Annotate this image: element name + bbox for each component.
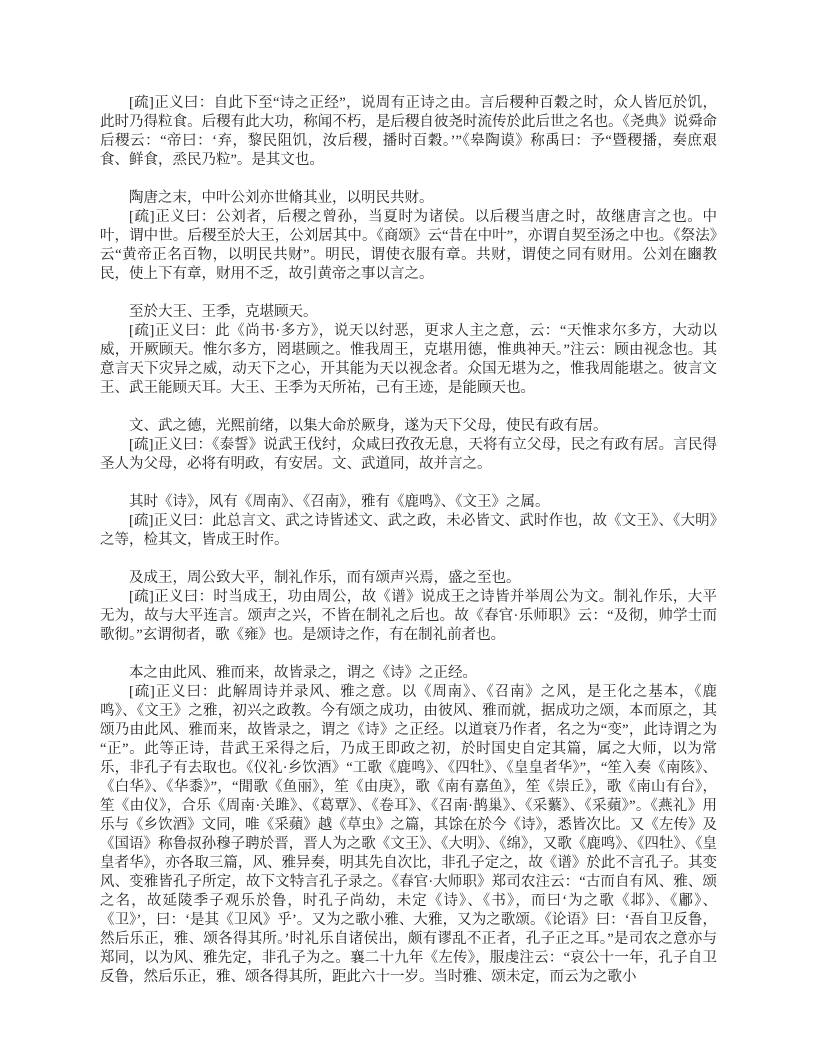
commentary-paragraph: [疏]正义曰：此解周诗并录风、雅之意。以《周南》、《召南》之风，是王化之基本，《鹿鸣》、《文王》之雅，初兴之政教。今有颂之成功，由彼风、雅而就，据成功之颂，本而原之，其颂乃由此风、雅而来，故皆录之，谓之《诗》之正经。以道衰乃作者，名之为“变”，此诗谓之为“正”。此等正诗，昔武王采得之后，乃成王即政之初，於时国史自定其篇，属之大师，以为常乐，非孔子有去取也。《仪礼·乡饮酒》“工歌《鹿鸣》、《四牡》、《皇皇者华》”，“笙入奏《南陔》、《白华》、《华黍》”，“閒歌《鱼丽》，笙《由庚》，歌《南有嘉鱼》，笙《崇丘》，歌《南山有台》，笙《由仪》，合乐《周南·关雎》、《葛覃》、《卷耳》、《召南·鹊巢》、《采蘩》、《采蘋》”。《燕礼》用乐与《乡饮酒》文同，唯《采蘋》越《草虫》之篇，其馀在於今《诗》，悉皆次比。又《左传》及《国语》称鲁叔孙穆子聘於晋，晋人为之歌《文王》、《大明》、《绵》，又歌《鹿鸣》、《四牡》、《皇皇者华》，亦各取三篇，风、雅异奏，明其先自次比，非孔子定之，故《谱》於此不言孔子。其变风、变雅皆孔子所定，故下文特言孔子录之。《春官·大师职》郑司农注云：“古而自有风、雅、颂之名，故延陵季子观乐於鲁，时孔子尚幼，未定《诗》、《书》，而曰‘为之歌《邶》、《鄘》、《卫》’，曰：‘是其《卫风》乎’。又为之歌小雅、大雅，又为之歌颂。《论语》曰：‘吾自卫反鲁，然后乐正，雅、颂各得其所。’时礼乐自诸侯出，颇有谬乱不正者，孔子正之耳。”是司农之意亦与郑同，以为风、雅先定，非孔子为之。襄二十九年《左传》，服虔注云：“哀公十一年，孔子自卫反鲁，然后乐正，雅、颂各得其所，距此六十一岁。当时雅、颂未定，而云为之歌小 <box>100 684 717 985</box>
quote-paragraph: 其时《诗》，风有《周南》、《召南》，雅有《鹿鸣》、《文王》之属。 <box>129 494 550 510</box>
section-taotang <box>100 189 717 284</box>
commentary-paragraph: [疏]正义曰：时当成王，功由周公，故《谱》说成王之诗皆并举周公为文。制礼作乐，大平无为，故与大平连言。颂声之兴，不皆在制礼之后也。故《春官·乐师职》云：“及彻，帅学士而歌彻。”玄谓彻者，歌《雍》也。是颂诗之作，有在制礼前者也。 <box>100 589 717 643</box>
section-benzhi-fengya <box>100 664 717 987</box>
quote-paragraph: 文、武之德，光熙前绪，以集大命於厥身，遂为天下父母，使民有政有居。 <box>129 418 608 434</box>
section-dawang-wangji <box>100 303 717 398</box>
quote-paragraph: 及成王，周公致大平，制礼作乐，而有颂声兴焉，盛之至也。 <box>129 570 521 586</box>
commentary-paragraph: [疏]正义曰：自此下至“诗之正经”，说周有正诗之由。言后稷种百穀之时，众人皆厄於饥，此时乃得粒食。后稷有此大功，称闻不朽，是后稷自彼尧时流传於此后世之名也。《尧典》说舜命后稷云：“帝曰：‘弃，黎民阻饥，汝后稷，播时百穀。’”《皋陶谟》称禹曰：予“暨稷播，奏庶艰食、鲜食，烝民乃粒”。是其文也。 <box>100 95 717 168</box>
quote-paragraph: 本之由此风、雅而来，故皆录之，谓之《诗》之正经。 <box>129 665 477 681</box>
section-wen-wu-zhide <box>100 417 717 474</box>
commentary-paragraph: [疏]正义曰：此总言文、武之诗皆述文、武之政，未必皆文、武时作也，故《文王》、《大明》之等，检其文，皆成王时作。 <box>100 513 717 548</box>
commentary-paragraph: [疏]正义曰：此《尚书·多方》，说天以纣恶，更求人主之意，云：“天惟求尔多方，大动以威，开厥顾天。惟尔多方，罔堪顾之。惟我周王，克堪用德，惟典神天。”注云：顾由视念也。其意言天下灾异之威，动天下之心，开其能为天以视念者。众国无堪为之，惟我周能堪之。彼言文王、武王能顾天耳。大王、王季为天所祐，己有王迹，是能顾天也。 <box>100 323 717 396</box>
text-block <box>100 94 717 987</box>
commentary-paragraph: [疏]正义曰：《泰誓》说武王伐纣，众咸曰孜孜无息，天将有立父母，民之有政有居。言民得圣人为父母，必将有明政，有安居。文、武道同，故并言之。 <box>100 437 717 472</box>
quote-paragraph: 至於大王、王季，克堪顾天。 <box>129 304 318 320</box>
section-shu-housi <box>100 94 717 170</box>
section-qishi-shi <box>100 493 717 550</box>
section-ji-chengwang <box>100 569 717 645</box>
quote-paragraph: 陶唐之末，中叶公刘亦世脩其业，以明民共财。 <box>129 190 434 206</box>
commentary-paragraph: [疏]正义曰：公刘者，后稷之曾孙，当夏时为诸侯。以后稷当唐之时，故继唐言之也。中叶，谓中世。后稷至於大王，公刘居其中。《商颂》云“昔在中叶”，亦谓自契至汤之中也。《祭法》云“黄帝正名百物，以明民共财”。明民，谓使衣服有章。共财，谓使之同有财用。公刘在豳教民，使上下有章，财用不乏，故引黄帝之事以言之。 <box>100 209 717 282</box>
